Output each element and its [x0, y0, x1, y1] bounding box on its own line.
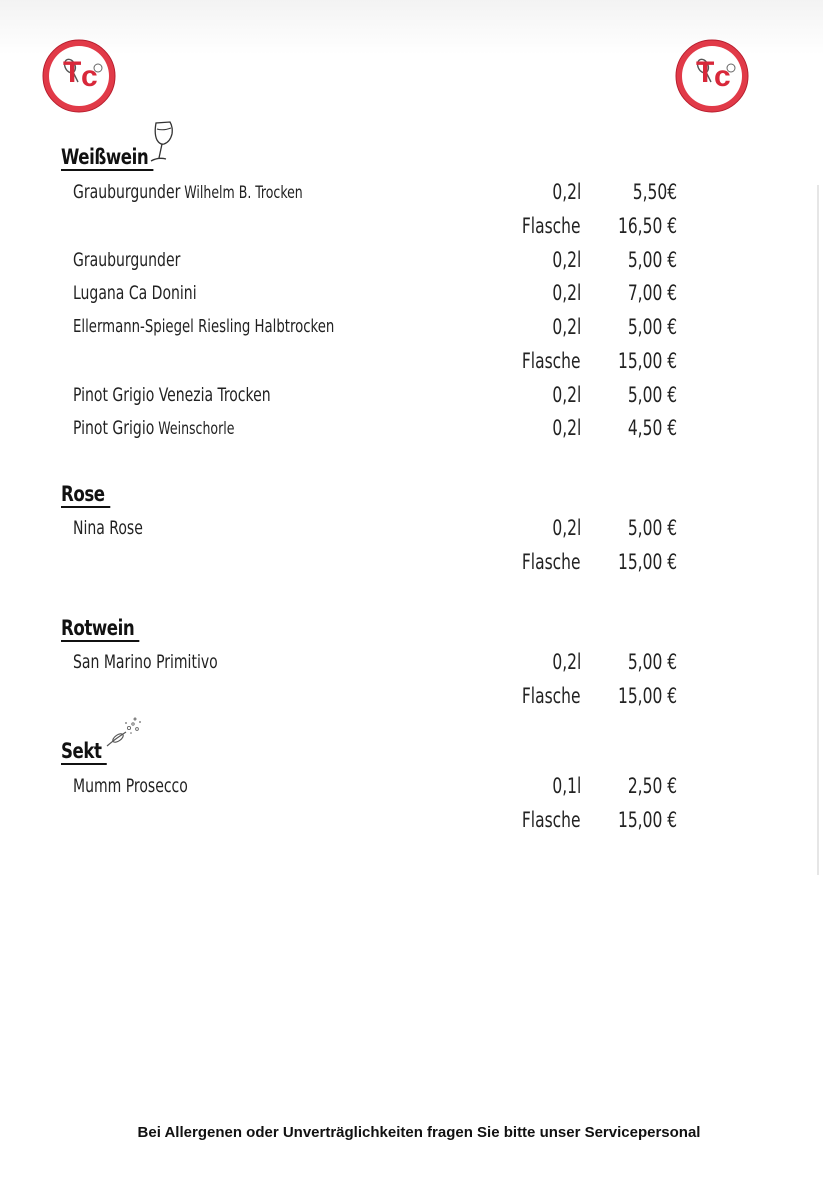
- item-name-main: Grauburgunder: [73, 181, 181, 203]
- item-size: 0,2l: [552, 516, 581, 540]
- item-size: 0,2l: [552, 281, 581, 305]
- section-title-rotwein: Rotwein: [61, 616, 140, 642]
- item-name: Mumm Prosecco: [73, 775, 188, 797]
- item-name: Nina Rose: [73, 517, 143, 539]
- item-price: 15,00 €: [617, 808, 677, 832]
- menu-row: [0, 176, 823, 208]
- svg-text:T: T: [696, 56, 715, 89]
- menu-row: [0, 210, 823, 242]
- item-size: 0,2l: [552, 248, 581, 272]
- item-size: 0,2l: [552, 315, 581, 339]
- menu-row: [0, 680, 823, 712]
- menu-row: [0, 412, 823, 444]
- item-name-main: Pinot Grigio: [73, 417, 155, 439]
- item-price: 5,50€: [632, 180, 677, 204]
- champagne-splash-icon: [104, 716, 144, 754]
- item-price: 2,50 €: [627, 774, 677, 798]
- menu-row: [0, 277, 823, 309]
- item-price: 5,00 €: [627, 516, 677, 540]
- club-logo-left: [41, 38, 117, 114]
- menu-row: [0, 379, 823, 411]
- menu-row: [0, 512, 823, 544]
- item-price: 5,00 €: [627, 650, 677, 674]
- menu-row: [0, 646, 823, 678]
- item-price: 15,00 €: [617, 349, 677, 373]
- menu-row: [0, 244, 823, 276]
- club-logo-right: [674, 38, 750, 114]
- item-size: 0,2l: [552, 180, 581, 204]
- item-size: Flasche: [522, 349, 581, 373]
- menu-row: [0, 770, 823, 802]
- item-size: 0,2l: [552, 650, 581, 674]
- svg-text:c: c: [714, 60, 731, 93]
- wine-glass-icon: [148, 120, 178, 170]
- item-name: Ellermann-Spiegel Riesling Halbtrocken: [73, 316, 335, 337]
- item-price: 16,50 €: [617, 214, 677, 238]
- club-logo-icon: [41, 38, 117, 114]
- item-size: Flasche: [522, 550, 581, 574]
- menu-row: [0, 546, 823, 578]
- svg-text:T: T: [63, 56, 82, 89]
- logo-ring-text: EINTRACHT-DUISBURG: [51, 77, 107, 105]
- item-size: Flasche: [522, 808, 581, 832]
- menu-row: [0, 345, 823, 377]
- menu-row: [0, 804, 823, 836]
- item-name-suffix: Weinschorle: [154, 419, 235, 439]
- section-title-sekt: Sekt: [61, 739, 107, 765]
- item-price: 7,00 €: [627, 281, 677, 305]
- svg-text:c: c: [81, 60, 98, 93]
- item-price: 4,50 €: [627, 416, 677, 440]
- item-size: 0,1l: [552, 774, 581, 798]
- allergen-note: Bei Allergenen oder Unverträglichkeiten fragen Sie bitte unser Servicepersonal: [137, 1124, 701, 1141]
- item-size: Flasche: [522, 684, 581, 708]
- item-name: Grauburgunder: [73, 249, 181, 271]
- item-price: 5,00 €: [627, 315, 677, 339]
- section-title-weisswein: Weißwein: [61, 145, 154, 171]
- item-price: 5,00 €: [627, 383, 677, 407]
- item-name: Lugana Ca Donini: [73, 282, 197, 304]
- club-logo-icon: [674, 38, 750, 114]
- logo-ring-text: EINTRACHT-DUISBURG: [684, 77, 740, 105]
- item-name: Pinot Grigio Venezia Trocken: [73, 384, 271, 406]
- section-title-rose: Rose: [61, 482, 110, 508]
- item-size: Flasche: [522, 214, 581, 238]
- item-price: 15,00 €: [617, 550, 677, 574]
- item-price: 15,00 €: [617, 684, 677, 708]
- item-name: [73, 180, 303, 205]
- item-name: [73, 416, 234, 441]
- menu-row: [0, 311, 823, 343]
- item-name-suffix: Wilhelm B. Trocken: [180, 183, 303, 203]
- item-name: San Marino Primitivo: [73, 651, 218, 673]
- item-price: 5,00 €: [627, 248, 677, 272]
- item-size: 0,2l: [552, 416, 581, 440]
- item-size: 0,2l: [552, 383, 581, 407]
